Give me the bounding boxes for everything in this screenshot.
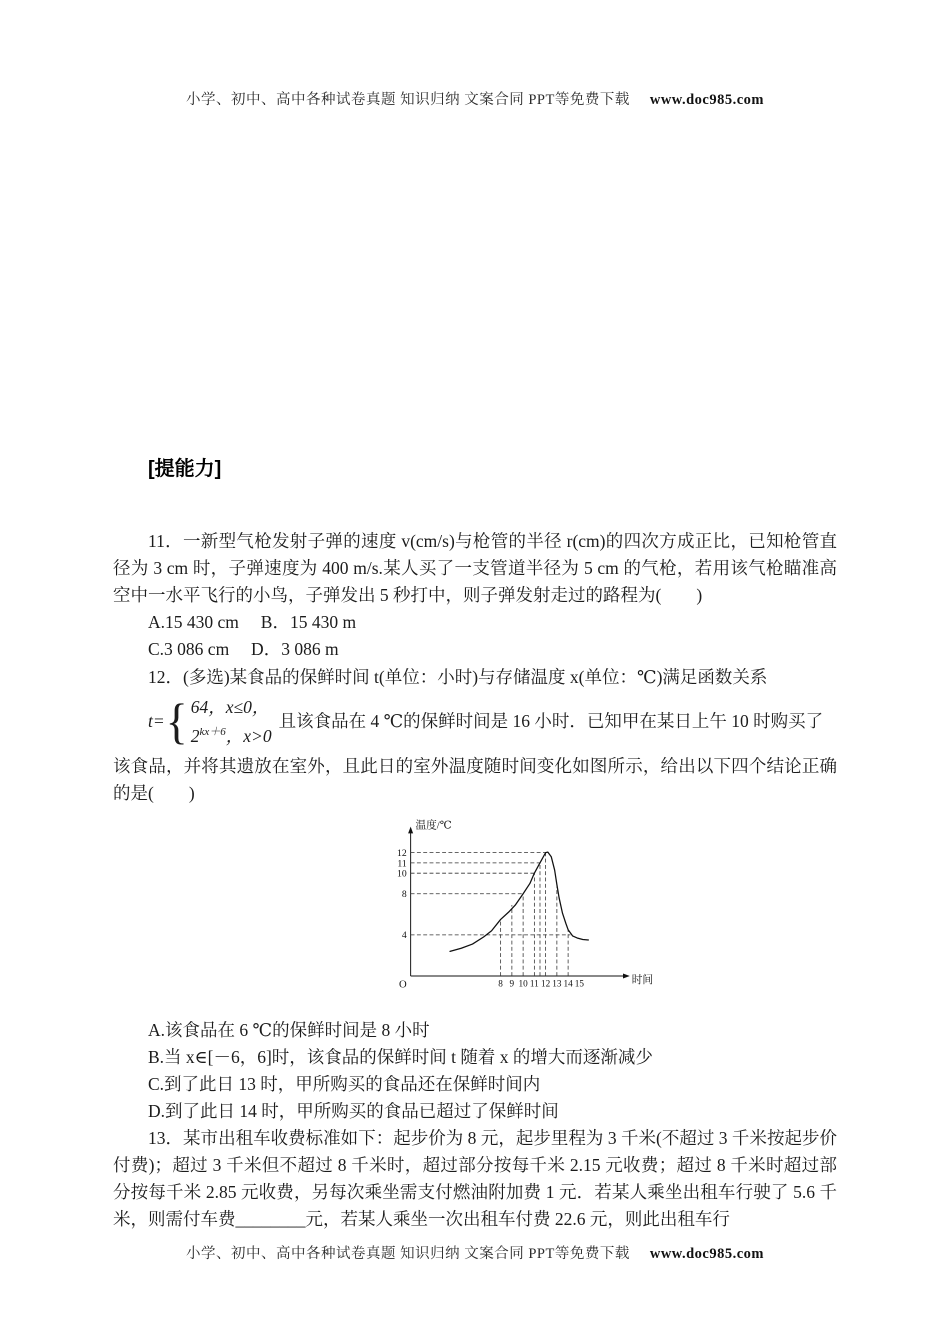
question-11-options-cd: C.3 086 cm D．3 086 m: [148, 639, 339, 659]
header-url: www.doc985.com: [649, 92, 764, 108]
question-12-formula: [113, 695, 837, 749]
svg-text:O: O: [399, 979, 407, 991]
svg-text:8: 8: [498, 978, 503, 989]
question-12-option-d: D.到了此日 14 时，甲所购买的食品已超过了保鲜时间: [148, 1100, 559, 1121]
question-12-after-formula: 且该食品在 4 ℃的保鲜时间是 16 小时．已知甲在某日上午 10 时购买了: [278, 711, 824, 732]
svg-text:时间: 时间: [631, 974, 654, 986]
question-12-option-a: A.该食品在 6 ℃的保鲜时间是 8 小时: [148, 1019, 430, 1040]
section-title: [提能力]: [148, 458, 222, 480]
svg-text:14: 14: [563, 978, 573, 989]
svg-text:12: 12: [541, 978, 551, 989]
question-12-continuation: 该食品，并将其遗放在室外，且此日的室外温度随时间变化如图所示，给出以下四个结论正确的是( ): [113, 755, 837, 803]
formula-case2-exponent: kx＋6: [199, 726, 226, 738]
svg-text:8: 8: [401, 888, 407, 900]
question-11-text: 11．一新型气枪发射子弹的速度 v(cm/s)与枪管的半径 r(cm)的四次方成正比，已知枪管直径为 3 cm 时，子弹速度为 400 m/s.某人买了一支管道半径为 5 cm 的气枪，若用该气枪瞄准高空中一水平飞行的小鸟，子弹发出 5 秒打中，则子弹发射走过的路程为( ): [113, 531, 837, 605]
question-12-option-b: B.当 x∈[－6，6]时，该食品的保鲜时间 t 随着 x 的增大而逐渐减少: [148, 1046, 653, 1067]
svg-text:15: 15: [574, 978, 584, 989]
svg-text:10: 10: [397, 868, 407, 880]
svg-text:10: 10: [518, 978, 528, 989]
svg-text:4: 4: [401, 930, 407, 942]
question-12-intro: 12．(多选)某食品的保鲜时间 t(单位：小时)与存储温度 x(单位：℃)满足函数关系: [148, 667, 768, 687]
formula-case-1: 64，x≤0，: [190, 697, 270, 717]
page-footer: [0, 1242, 950, 1263]
question-13-text: 13．某市出租车收费标准如下：起步价为 8 元，起步里程为 3 千米(不超过 3 千米按起步价付费)；超过 3 千米但不超过 8 千米时，超过部分按每千米 2.15 元收费；超过 8 千米时超过部分按每千米 2.85 元收费，另每次乘坐需支付燃油附加费 1 元．若某人乘坐出租车行驶了 5.6 千米，则需付车费________元，若某人乘坐一次出租车付费 22.6 元，则此出租车行: [113, 1127, 837, 1229]
svg-text:温度/℃: 温度/℃: [415, 820, 452, 832]
question-12-option-c: C.到了此日 13 时，甲所购买的食品还在保鲜时间内: [148, 1073, 541, 1094]
svg-text:13: 13: [552, 978, 562, 989]
svg-text:9: 9: [509, 978, 515, 989]
footer-text: 小学、初中、高中各种试卷真题 知识归纳 文案合同 PPT等免费下载: [186, 1246, 630, 1262]
question-11-options-ab: A.15 430 cm B．15 430 m: [148, 612, 357, 632]
page-header: [0, 88, 950, 109]
formula-cases: [191, 695, 272, 749]
header-text: 小学、初中、高中各种试卷真题 知识归纳 文案合同 PPT等免费下载: [186, 92, 630, 108]
formula-left-brace: {: [165, 693, 188, 749]
svg-text:11: 11: [529, 978, 539, 989]
svg-text:12: 12: [397, 847, 407, 859]
formula-lhs: t=: [148, 711, 165, 732]
chart-svg: [381, 815, 673, 1007]
footer-url: www.doc985.com: [649, 1246, 764, 1262]
temperature-chart: [381, 815, 681, 1007]
formula-case2-condition: ，x>0: [225, 725, 272, 746]
formula-case-2: [191, 720, 272, 749]
formula-case2-base: 2: [190, 725, 200, 746]
svg-text:11: 11: [397, 858, 407, 870]
document-body: [113, 528, 837, 1233]
